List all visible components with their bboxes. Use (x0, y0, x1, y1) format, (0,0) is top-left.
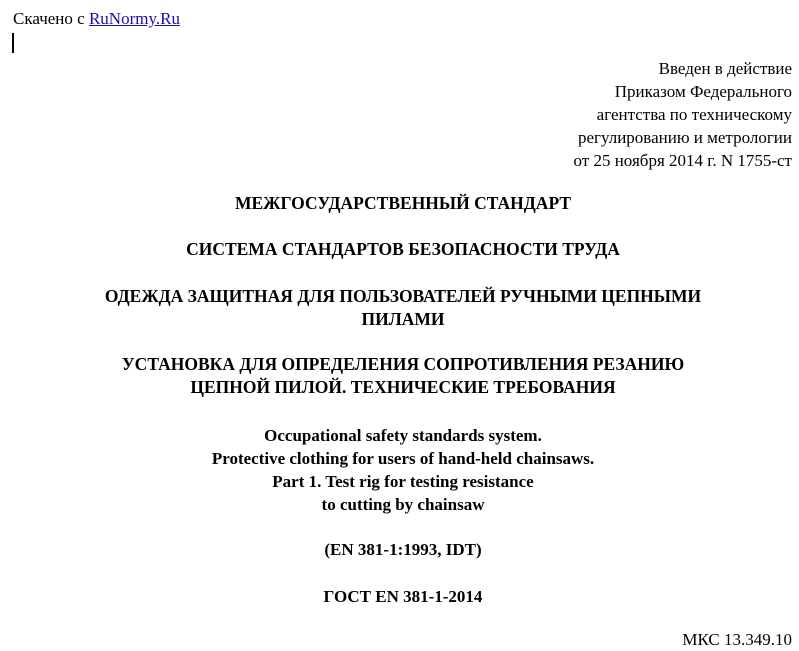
enactment-line: Введен в действие (658, 59, 792, 78)
enactment-line: от 25 ноября 2014 г. N 1755-ст (573, 151, 792, 170)
heading-line: ОДЕЖДА ЗАЩИТНАЯ ДЛЯ ПОЛЬЗОВАТЕЛЕЙ РУЧНЫМИ ЦЕПНЫМИ (104, 286, 702, 306)
english-title (0, 424, 799, 516)
enactment-line: агентства по техническому (596, 105, 792, 124)
standard-designation: ГОСТ EN 381-1-2014 (323, 587, 483, 606)
heading-line: ПИЛАМИ (361, 309, 445, 329)
rig-heading (0, 353, 799, 399)
mks-code: МКС 13.349.10 (682, 630, 792, 649)
english-title-line: to cutting by chainsaw (321, 495, 485, 514)
standard-type-heading (0, 192, 799, 215)
english-title-line: Part 1. Test rig for testing resistance (272, 472, 534, 491)
text-cursor (12, 33, 14, 53)
runormy-link[interactable]: RuNormy.Ru (88, 9, 180, 28)
enactment-block (392, 57, 792, 172)
idt-reference: (EN 381-1:1993, IDT) (324, 540, 482, 559)
source-prefix: Скачено с (13, 9, 89, 28)
clothing-heading (0, 285, 799, 331)
enactment-line: Приказом Федерального (614, 82, 792, 101)
heading-line: ЦЕПНОЙ ПИЛОЙ. ТЕХНИЧЕСКИЕ ТРЕБОВАНИЯ (190, 377, 616, 397)
english-title-line: Occupational safety standards system. (264, 426, 542, 445)
heading-line: УСТАНОВКА ДЛЯ ОПРЕДЕЛЕНИЯ СОПРОТИВЛЕНИЯ РЕЗАНИЮ (121, 354, 685, 374)
english-title-line: Protective clothing for users of hand-held chainsaws. (211, 449, 595, 468)
system-heading (0, 238, 799, 261)
heading-line: СИСТЕМА СТАНДАРТОВ БЕЗОПАСНОСТИ ТРУДА (186, 239, 620, 259)
enactment-line: регулированию и метрологии (577, 128, 792, 147)
heading-line: МЕЖГОСУДАРСТВЕННЫЙ СТАНДАРТ (234, 193, 572, 213)
source-note (13, 9, 180, 29)
